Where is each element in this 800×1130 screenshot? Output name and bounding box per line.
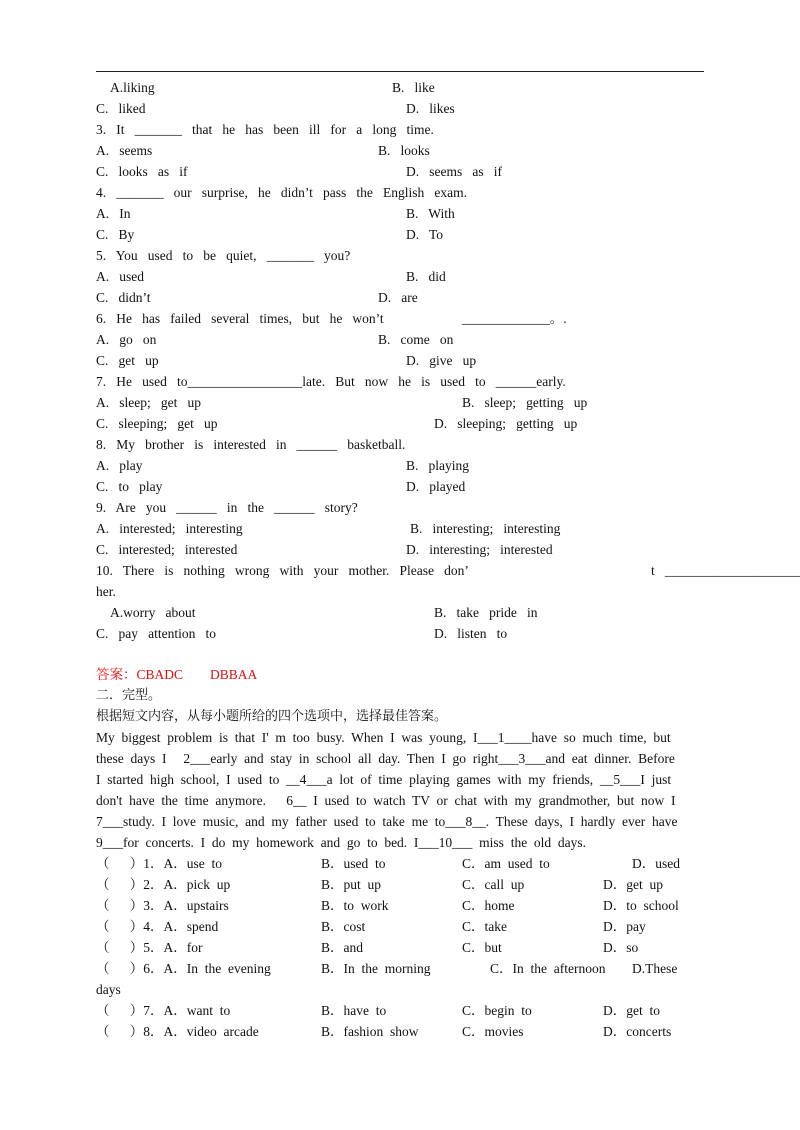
option-line: D. listen to bbox=[434, 626, 508, 641]
option-line: A. In bbox=[96, 206, 131, 221]
cloze-option: D．so bbox=[603, 940, 639, 955]
option-line: D. seems as if bbox=[406, 164, 502, 179]
cloze-option: B．fashion show bbox=[321, 1024, 419, 1039]
option-line: C. interested; interested bbox=[96, 542, 238, 557]
answer-key: 答案：CBADC DBBAA bbox=[96, 667, 258, 682]
cloze-option: C．movies bbox=[462, 1024, 524, 1039]
cloze-question: （ ）5．A．for bbox=[96, 940, 203, 955]
cloze-option: B．to work bbox=[321, 898, 389, 913]
cloze-option: C．but bbox=[462, 940, 502, 955]
option-line: B. looks bbox=[378, 143, 430, 158]
answer-blank: t ____________________ bbox=[651, 563, 800, 578]
section-instruction: 根据短文内容，从每小题所给的四个选项中，选择最佳答案。 bbox=[96, 709, 448, 724]
question-line: 10. There is nothing wrong with your mother. Please don’ bbox=[96, 563, 469, 578]
option-line: D. are bbox=[378, 290, 418, 305]
cloze-option: C．call up bbox=[462, 877, 525, 892]
option-line: D. likes bbox=[406, 101, 455, 116]
cloze-question: （ ）4．A．spend bbox=[96, 919, 219, 934]
cloze-option: B．put up bbox=[321, 877, 382, 892]
question-line: 3. It _______ that he has been ill for a long time. bbox=[96, 122, 434, 137]
passage-line: 7___study. I love music, and my father used to take me to___8__. These days, I hardly ever have bbox=[96, 814, 678, 829]
cloze-option: D.These bbox=[632, 961, 678, 976]
question-line: her. bbox=[96, 584, 116, 599]
option-line: B. interesting; interesting bbox=[410, 521, 561, 536]
cloze-question: （ ）3．A．upstairs bbox=[96, 898, 229, 913]
cloze-option: D．to school bbox=[603, 898, 679, 913]
option-line: B. take pride in bbox=[434, 605, 538, 620]
cloze-option: B．have to bbox=[321, 1003, 387, 1018]
cloze-option: C．home bbox=[462, 898, 515, 913]
option-line: B. did bbox=[406, 269, 446, 284]
passage-line: My biggest problem is that I' m too busy. When I was young, I___1____have so much time, but bbox=[96, 730, 671, 745]
cloze-question: （ ）7．A．want to bbox=[96, 1003, 231, 1018]
option-line: A.worry about bbox=[110, 605, 196, 620]
question-line: 8. My brother is interested in ______ basketball. bbox=[96, 437, 406, 452]
passage-line: 9___for concerts. I do my homework and go to bed. I___10___ miss the old days. bbox=[96, 835, 587, 850]
option-line: A. seems bbox=[96, 143, 153, 158]
option-line: B. With bbox=[406, 206, 455, 221]
option-line: C. pay attention to bbox=[96, 626, 216, 641]
option-line: D. played bbox=[406, 479, 466, 494]
header-rule bbox=[96, 71, 704, 72]
option-line: A. interested; interesting bbox=[96, 521, 243, 536]
option-line: C. didn’t bbox=[96, 290, 151, 305]
cloze-option: B．and bbox=[321, 940, 363, 955]
cloze-option: B．In the morning bbox=[321, 961, 431, 976]
cloze-option: D．pay bbox=[603, 919, 646, 934]
cloze-option: C．begin to bbox=[462, 1003, 532, 1018]
cloze-option: C．In the afternoon bbox=[490, 961, 606, 976]
option-line: A. used bbox=[96, 269, 144, 284]
question-line: 5. You used to be quiet, _______ you? bbox=[96, 248, 351, 263]
answer-blank: _____________。. bbox=[462, 311, 567, 326]
cloze-question: （ ）2．A．pick up bbox=[96, 877, 231, 892]
option-line: A. play bbox=[96, 458, 143, 473]
cloze-question: （ ）1．A．use to bbox=[96, 856, 222, 871]
cloze-option: C．am used to bbox=[462, 856, 550, 871]
option-line: C. liked bbox=[96, 101, 146, 116]
option-line: B. like bbox=[392, 80, 435, 95]
option-line: D. interesting; interested bbox=[406, 542, 553, 557]
passage-line: don't have the time anymore. 6__ I used to watch TV or chat with my grandmother, but now I bbox=[96, 793, 676, 808]
cloze-option: B．cost bbox=[321, 919, 366, 934]
option-line: C. looks as if bbox=[96, 164, 188, 179]
option-line: D. To bbox=[406, 227, 444, 242]
option-line: B. playing bbox=[406, 458, 469, 473]
option-line: B. sleep; getting up bbox=[462, 395, 588, 410]
option-line: D. sleeping; getting up bbox=[434, 416, 578, 431]
question-line: 7. He used to_________________late. But now he is used to ______early. bbox=[96, 374, 566, 389]
passage-line: these days I 2___early and stay in school all day. Then I go right___3___and eat dinner. Before bbox=[96, 751, 675, 766]
option-line: B. come on bbox=[378, 332, 454, 347]
wrapped-word: days bbox=[96, 982, 121, 997]
cloze-option: D．used bbox=[632, 856, 680, 871]
question-line: 6. He has failed several times, but he won’t bbox=[96, 311, 384, 326]
cloze-question: （ ）8．A．video arcade bbox=[96, 1024, 259, 1039]
cloze-option: D．concerts bbox=[603, 1024, 672, 1039]
option-line: A. sleep; get up bbox=[96, 395, 201, 410]
cloze-option: B．used to bbox=[321, 856, 386, 871]
option-line: C. get up bbox=[96, 353, 159, 368]
question-line: 9. Are you ______ in the ______ story? bbox=[96, 500, 358, 515]
cloze-option: C．take bbox=[462, 919, 507, 934]
cloze-question: （ ）6．A．In the evening bbox=[96, 961, 271, 976]
option-line: D. give up bbox=[406, 353, 477, 368]
option-line: A.liking bbox=[110, 80, 155, 95]
cloze-option: D．get to bbox=[603, 1003, 660, 1018]
option-line: C. sleeping; get up bbox=[96, 416, 218, 431]
option-line: C. to play bbox=[96, 479, 163, 494]
cloze-option: D．get up bbox=[603, 877, 663, 892]
option-line: C. By bbox=[96, 227, 135, 242]
passage-line: I started high school, I used to __4___a lot of time playing games with my friends, __5___I just bbox=[96, 772, 672, 787]
option-line: A. go on bbox=[96, 332, 157, 347]
question-line: 4. _______ our surprise, he didn’t pass the English exam. bbox=[96, 185, 467, 200]
section-title: 二．完型。 bbox=[96, 688, 162, 703]
